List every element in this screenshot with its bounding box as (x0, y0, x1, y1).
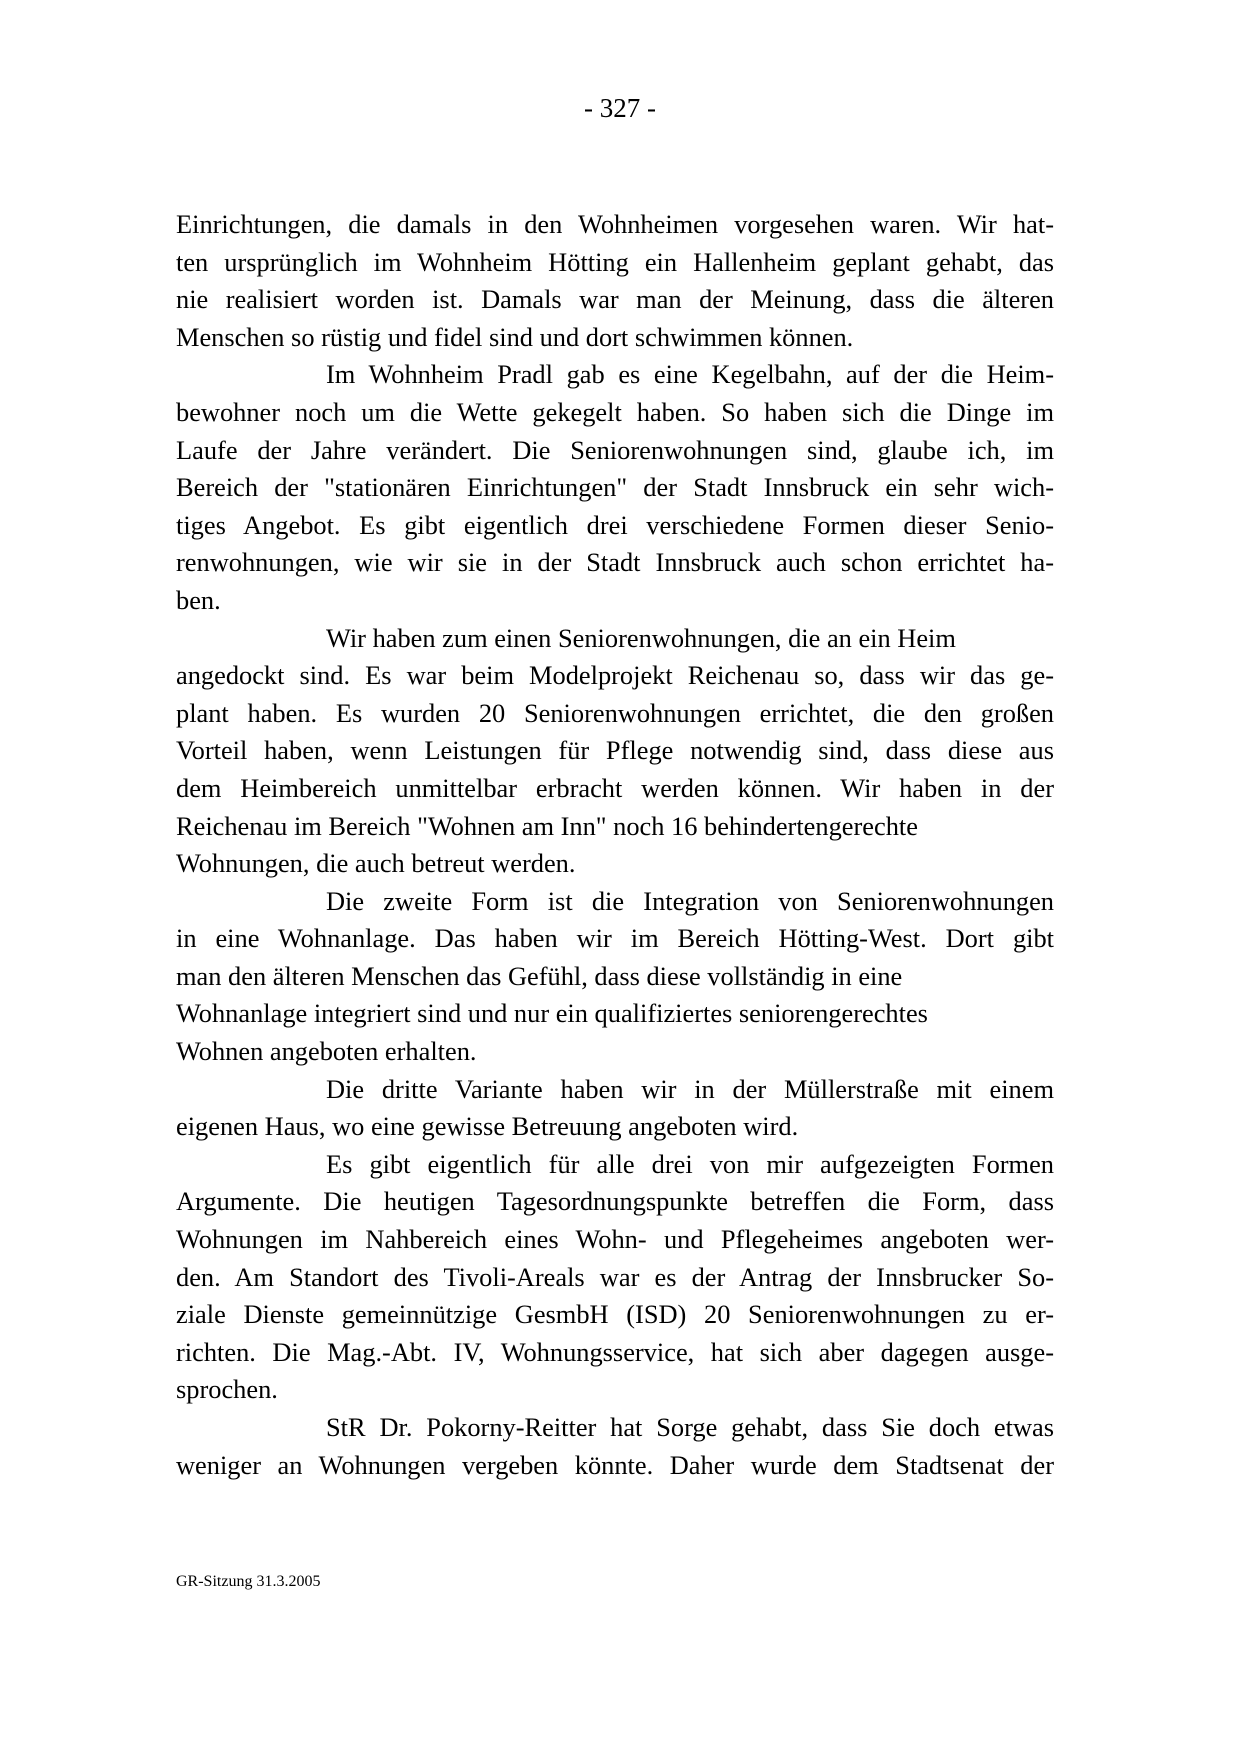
text-line: Es gibt eigentlich für alle drei von mir aufgezeigten Formen (326, 1148, 1054, 1179)
text-line: Laufe der Jahre verändert. Die Seniorenwohnungen sind, glaube ich, im (176, 434, 1054, 465)
text-line: Reichenau im Bereich "Wohnen am Inn" noch 16 behindertengerechte (176, 810, 918, 841)
text-line: plant haben. Es wurden 20 Seniorenwohnungen errichtet, die den großen (176, 697, 1054, 728)
text-line: tiges Angebot. Es gibt eigentlich drei verschiedene Formen dieser Senio- (176, 509, 1054, 540)
paragraph-3 (176, 620, 1054, 883)
text-line: Im Wohnheim Pradl gab es eine Kegelbahn, auf der die Heim- (326, 359, 1054, 390)
text-line: Vorteil haben, wenn Leistungen für Pflege notwendig sind, dass diese aus (176, 735, 1054, 766)
text-line: nie realisiert worden ist. Damals war man der Meinung, dass die älteren (176, 284, 1054, 315)
text-line: Die dritte Variante haben wir in der Müllerstraße mit einem (326, 1073, 1054, 1104)
text-line: Bereich der "stationären Einrichtungen" der Stadt Innsbruck ein sehr wich- (176, 472, 1054, 503)
text-line: bewohner noch um die Wette gekegelt haben. So haben sich die Dinge im (176, 396, 1054, 427)
text-line: man den älteren Menschen das Gefühl, dass diese vollständig in eine (176, 960, 903, 991)
text-line: Wohnanlage integriert sind und nur ein qualifiziertes seniorengerechtes (176, 998, 928, 1029)
paragraph-1 (176, 206, 1054, 356)
text-line: Argumente. Die heutigen Tagesordnungspunkte betreffen die Form, dass (176, 1186, 1054, 1217)
paragraph-2 (176, 356, 1054, 619)
text-line: richten. Die Mag.-Abt. IV, Wohnungsservice, hat sich aber dagegen ausge- (176, 1336, 1054, 1367)
text-line: weniger an Wohnungen vergeben könnte. Daher wurde dem Stadtsenat der (176, 1449, 1054, 1480)
text-line: ziale Dienste gemeinnützige GesmbH (ISD) 20 Seniorenwohnungen zu er- (176, 1299, 1054, 1330)
paragraph-7 (176, 1409, 1054, 1484)
text-line: Menschen so rüstig und fidel sind und dort schwimmen können. (176, 321, 854, 352)
text-line: den. Am Standort des Tivoli-Areals war es der Antrag der Innsbrucker So- (176, 1261, 1054, 1292)
text-line: renwohnungen, wie wir sie in der Stadt Innsbruck auch schon errichtet ha- (176, 547, 1054, 578)
text-line: Wohnen angeboten erhalten. (176, 1036, 477, 1067)
text-line: ben. (176, 584, 221, 615)
text-line: Wir haben zum einen Seniorenwohnungen, die an ein Heim (326, 622, 956, 653)
paragraph-5 (176, 1071, 1054, 1146)
paragraph-4 (176, 883, 1054, 1071)
page-footer: GR-Sitzung 31.3.2005 (176, 1573, 321, 1590)
text-line: Die zweite Form ist die Integration von Seniorenwohnungen (326, 885, 1054, 916)
text-line: dem Heimbereich unmittelbar erbracht werden können. Wir haben in der (176, 772, 1054, 803)
text-line: Wohnungen, die auch betreut werden. (176, 848, 576, 879)
text-line: StR Dr. Pokorny-Reitter hat Sorge gehabt, dass Sie doch etwas (326, 1412, 1054, 1442)
page-number: - 327 - (584, 93, 656, 123)
text-line: Wohnungen im Nahbereich eines Wohn- und Pflegeheimes angeboten wer- (176, 1224, 1054, 1255)
text-line: ten ursprünglich im Wohnheim Hötting ein Hallenheim geplant gehabt, das (176, 246, 1054, 277)
text-line: Einrichtungen, die damals in den Wohnheimen vorgesehen waren. Wir hat- (176, 209, 1054, 239)
text-line: angedockt sind. Es war beim Modelprojekt Reichenau so, dass wir das ge- (176, 660, 1054, 691)
text-line: in eine Wohnanlage. Das haben wir im Bereich Hötting-West. Dort gibt (176, 923, 1054, 954)
text-line: eigenen Haus, wo eine gewisse Betreuung angeboten wird. (176, 1111, 799, 1142)
paragraph-6 (176, 1146, 1054, 1409)
text-line: sprochen. (176, 1374, 278, 1405)
body-text (176, 206, 1054, 1484)
